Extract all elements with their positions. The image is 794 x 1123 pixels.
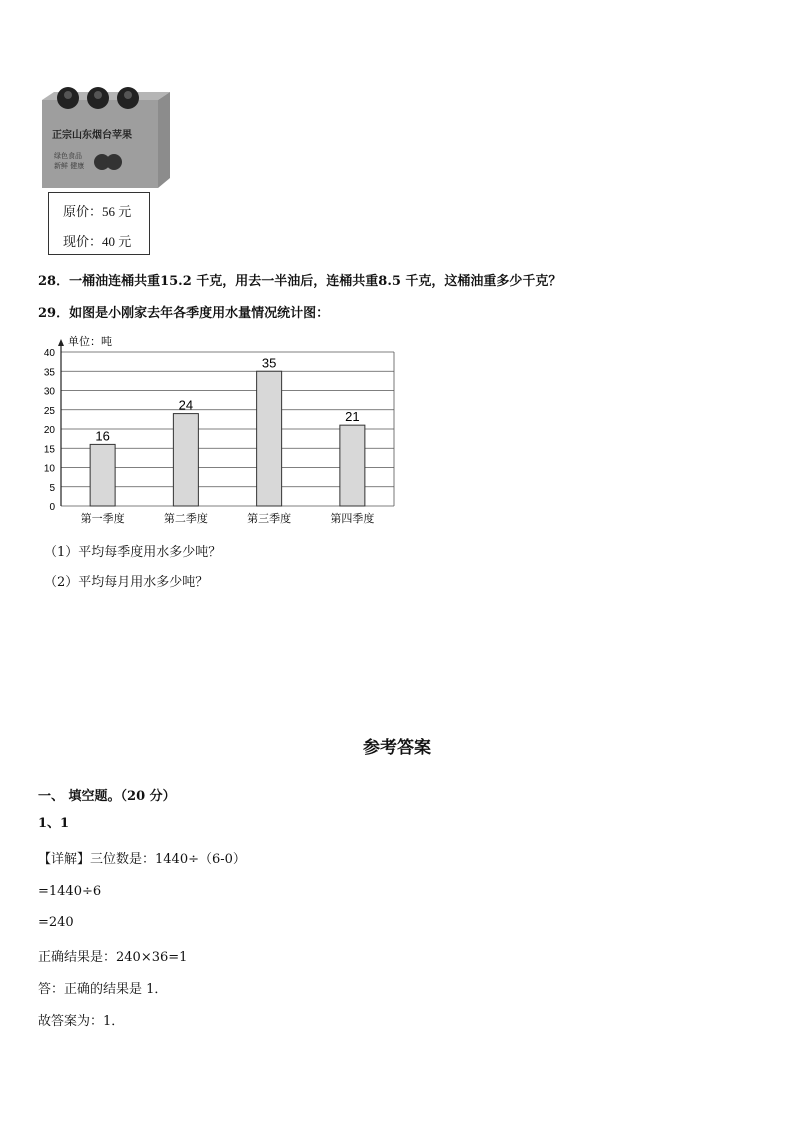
category-label: 第三季度 [247, 512, 292, 525]
bar [90, 444, 115, 506]
chart-bars [90, 355, 365, 506]
answer-line-6: 故答案为：1． [38, 1014, 125, 1029]
answer-item-1: 1、1 [38, 816, 70, 831]
box-tagline-2: 新鲜 健康 [54, 162, 85, 170]
answer-line-1: 【详解】三位数是：1440÷（6-0） [38, 852, 246, 867]
chart-unit-label: 单位：吨 [68, 335, 112, 348]
question-29-sub-1: （1）平均每季度用水多少吨？ [44, 545, 222, 560]
y-tick-label: 30 [43, 386, 55, 398]
category-label: 第四季度 [330, 512, 375, 525]
y-tick-label: 35 [43, 367, 55, 379]
answer-line-3: =240 [38, 915, 74, 930]
box-brand-text: 正宗山东烟台苹果 [52, 130, 132, 141]
question-29 [38, 302, 329, 321]
original-price: 原价：56 元 [63, 204, 132, 219]
current-price: 现价：40 元 [63, 234, 132, 249]
chart-y-axis-arrow-icon [58, 339, 64, 346]
bar [173, 414, 198, 506]
chart-categories [81, 511, 375, 525]
answer-title: 参考答案 [363, 738, 431, 758]
question-29-sub-2: （2）平均每月用水多少吨？ [44, 575, 209, 590]
y-tick-label: 0 [49, 502, 55, 513]
y-tick-label: 20 [43, 425, 55, 436]
box-side [158, 92, 170, 188]
bar-value-label: 21 [345, 409, 360, 425]
box-tagline-1: 绿色食品 [54, 152, 82, 160]
y-tick-label: 15 [43, 444, 55, 456]
water-usage-bar-chart [34, 330, 414, 530]
bar [257, 371, 282, 506]
answer-section-1: 一、 填空题。（20 分） [38, 789, 176, 804]
apple-icon [117, 87, 139, 109]
apple-icon [57, 87, 79, 109]
bar-value-label: 16 [95, 428, 110, 444]
category-label: 第一季度 [80, 512, 125, 525]
bar-value-label: 24 [178, 397, 194, 413]
answer-line-4: 正确结果是：240×36=1 [38, 950, 188, 965]
apple-box-image [38, 86, 170, 188]
bar-value-label: 35 [261, 355, 277, 371]
chart-y-ticks [44, 348, 56, 513]
category-label: 第二季度 [163, 512, 208, 525]
y-tick-label: 10 [43, 463, 55, 475]
question-29-number: 29． [38, 306, 70, 321]
y-tick-label: 25 [43, 405, 55, 417]
question-28 [38, 270, 561, 289]
question-28-number: 28． [38, 274, 70, 289]
answer-line-2: =1440÷6 [38, 884, 102, 899]
y-tick-label: 5 [49, 482, 55, 494]
bar [340, 425, 365, 506]
answer-line-5: 答：正确的结果是 1． [38, 982, 168, 997]
question-29-text: 如图是小刚家去年各季度用水量情况统计图： [69, 306, 330, 321]
price-box [48, 192, 150, 255]
question-28-text: 一桶油连桶共重15.2 千克，用去一半油后，连桶共重8.5 千克，这桶油重多少千克？ [69, 274, 562, 289]
apple-icon [87, 87, 109, 109]
y-tick-label: 40 [43, 348, 55, 359]
box-front [42, 100, 158, 188]
